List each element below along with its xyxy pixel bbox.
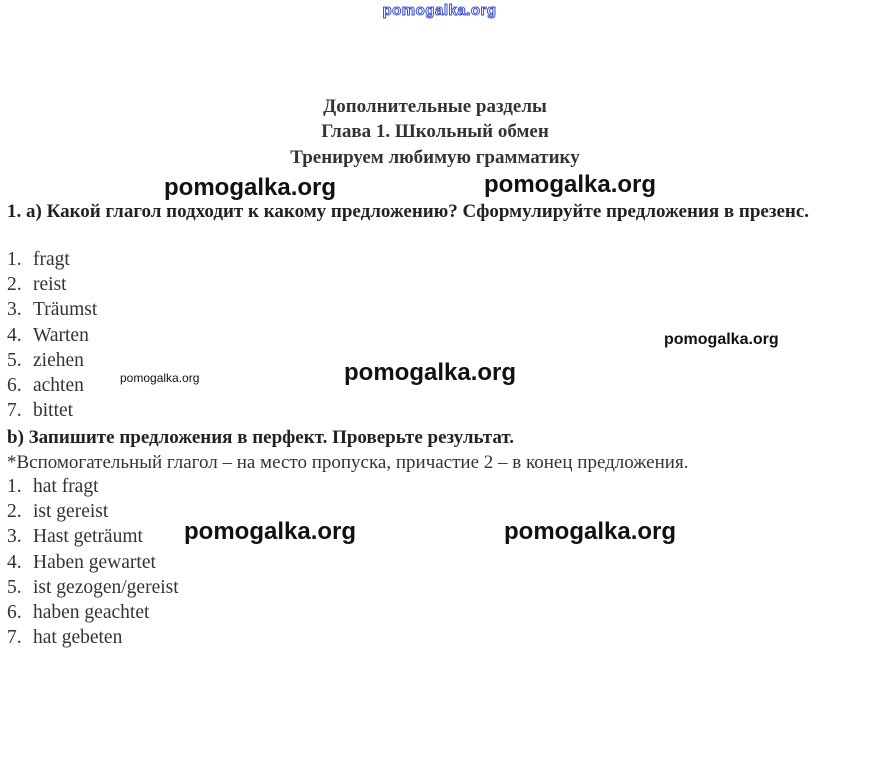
watermark-text: pomogalka.org <box>664 331 779 348</box>
list-item <box>7 600 179 625</box>
item-number: 1. <box>7 476 22 497</box>
item-text: ist gereist <box>33 501 109 523</box>
watermark-text: pomogalka.org <box>184 518 357 545</box>
item-text: haben geachtet <box>33 602 150 624</box>
item-text: reist <box>33 274 67 296</box>
item-text: fragt <box>33 249 70 270</box>
site-watermark-top: pomogalka.org <box>382 2 497 19</box>
list-item <box>7 524 179 549</box>
item-number: 5. <box>7 576 22 598</box>
task-a-title: 1. а) Какой глагол подходит к какому предложению? Сформулируйте предложения в презенс. <box>7 201 810 222</box>
item-text: Haben gewartet <box>33 551 156 573</box>
list-item <box>7 625 179 650</box>
task-b-title: b) Запишите предложения в перфект. Проверьте результат. <box>7 427 515 448</box>
chapter-heading: Глава 1. Школьный обмен <box>321 121 549 142</box>
item-number: 1. <box>7 249 22 270</box>
section-heading: Дополнительные разделы <box>323 96 547 117</box>
item-text: Warten <box>33 324 89 346</box>
item-number: 6. <box>7 602 22 624</box>
list-item <box>7 474 179 499</box>
watermark-text: pomogalka.org <box>344 359 517 386</box>
list-item <box>7 575 179 600</box>
list-item <box>7 323 97 348</box>
item-number: 6. <box>7 375 22 397</box>
item-text: Träumst <box>33 299 98 321</box>
task-b-note: *Вспомогательный глагол – на место пропуска, причастие 2 – в конец предложения. <box>7 452 689 473</box>
item-number: 7. <box>7 627 22 649</box>
grammar-heading: Тренируем любимую грамматику <box>290 147 580 168</box>
item-number: 5. <box>7 349 22 371</box>
list-item <box>7 348 97 373</box>
list-item <box>7 272 97 297</box>
list-item <box>7 373 97 398</box>
item-number: 4. <box>7 324 22 346</box>
item-number: 4. <box>7 551 22 573</box>
item-text: hat fragt <box>33 476 99 497</box>
list-item <box>7 297 97 322</box>
item-text: ziehen <box>33 349 84 371</box>
list-item <box>7 550 179 575</box>
item-text: achten <box>33 375 84 397</box>
item-number: 3. <box>7 299 22 321</box>
list-item <box>7 398 97 423</box>
item-number: 2. <box>7 501 22 523</box>
list-item <box>7 247 97 272</box>
item-number: 7. <box>7 400 22 422</box>
list-item <box>7 499 179 524</box>
watermark-text: pomogalka.org <box>484 171 657 198</box>
watermark-text: pomogalka.org <box>164 174 337 201</box>
item-number: 2. <box>7 274 22 296</box>
watermark-text: pomogalka.org <box>120 371 200 385</box>
item-number: 3. <box>7 526 22 548</box>
item-text: hat gebeten <box>33 627 123 649</box>
task-a-answer-list <box>7 247 97 423</box>
item-text: ist gezogen/gereist <box>33 576 179 598</box>
task-b-answer-list <box>7 474 179 650</box>
item-text: bittet <box>33 400 74 422</box>
watermark-text: pomogalka.org <box>504 518 677 545</box>
item-text: Hast geträumt <box>33 526 143 548</box>
